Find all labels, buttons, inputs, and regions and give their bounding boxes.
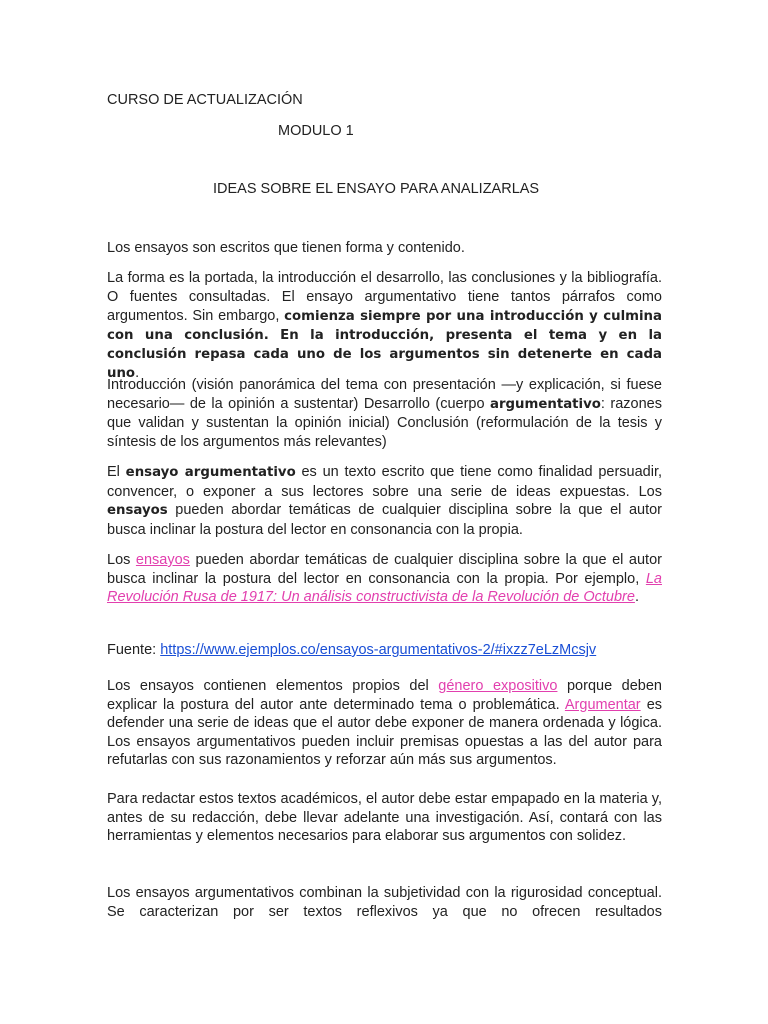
- paragraph-text: Los: [107, 552, 136, 568]
- paragraph-definicion: [107, 463, 662, 539]
- paragraph-intro: Los ensayos son escritos que tienen forma y contenido.: [107, 240, 465, 256]
- paragraph-redactar: Para redactar estos textos académicos, el autor debe estar empapado en la materia y, antes de su redacción, debe llevar adelante una investigación. Así, contará con las herramientas y elementos necesarios para elaborar sus argumentos con solidez.: [107, 791, 662, 844]
- paragraph-text: Introducción (visión panorámica del tema con presentación —y explicación, si fuese necesario— de la opinión a sustentar) Desarrollo (cuerpo: [107, 377, 662, 412]
- paragraph-text: : razones que validan y sustentan la opinión inicial) Conclusión (reformulación de la tesis y síntesis de los argumentos más relevantes): [107, 396, 662, 450]
- paragraph-text: Los ensayos contienen elementos propios del: [107, 678, 439, 694]
- paragraph-text: es un texto escrito que tiene como finalidad persuadir, convencer, o exponer a sus lectores sobre una serie de ideas expuestas. Los: [107, 464, 663, 500]
- paragraph-text: pueden abordar temáticas de cualquier disciplina sobre la que el autor busca inclinar la postura del lector en consonancia con la propia. Por ejemplo,: [107, 552, 662, 587]
- paragraph-elementos: [107, 677, 662, 770]
- bold-text: argumentativo: [490, 397, 601, 412]
- genero-expositivo-link[interactable]: género expositivo: [438, 678, 558, 694]
- paragraph-forma: [107, 269, 662, 383]
- bold-text: ensayos: [107, 503, 168, 518]
- bold-text: comienza siempre por una introducción y culmina con una conclusión. En la introducción, presenta el tema y en la conclusión repasa cada uno de los argumentos sin detenerte en cada uno: [107, 309, 662, 381]
- paragraph-subjetividad: Los ensayos argumentativos combinan la subjetividad con la rigurosidad conceptual. Se caracterizan por ser textos reflexivos ya que no ofrecen resultados: [107, 885, 662, 920]
- paragraph-fuente: [107, 641, 667, 660]
- argumentar-link[interactable]: Argumentar: [564, 696, 641, 713]
- revolucion-rusa-link[interactable]: La Revolución Rusa de 1917: Un análisis constructivista de la Revolución de Octubre: [107, 570, 662, 605]
- paragraph-text: .: [634, 589, 639, 605]
- module-heading: MODULO 1: [278, 123, 354, 139]
- paragraph-estructura: [107, 376, 662, 452]
- paragraph-text: es defender una serie de ideas que el autor debe exponer de manera ordenada y lógica. Los ensayos argumentativos pueden incluir premisas opuestas a las del autor para refutarlas con sus razonamientos y reforzar aún más sus argumentos.: [107, 696, 663, 768]
- document-title: IDEAS SOBRE EL ENSAYO PARA ANALIZARLAS: [213, 181, 540, 197]
- fuente-url-link[interactable]: https://www.ejemplos.co/ensayos-argumentativos-2/#ixzz7eLzMcsjv: [160, 642, 597, 658]
- course-heading: CURSO DE ACTUALIZACIÓN: [107, 92, 303, 108]
- paragraph-text: El: [107, 464, 126, 480]
- paragraph-text: pueden abordar temáticas de cualquier disciplina sobre la que el autor busca inclinar la postura del lector en consonancia con la propia.: [107, 502, 662, 538]
- fuente-label: Fuente:: [107, 642, 161, 658]
- paragraph-text: .: [135, 365, 140, 381]
- paragraph-ejemplo: [107, 551, 662, 607]
- paragraph-text: La forma es la portada, la introducción el desarrollo, las conclusiones y la bibliografía. O fuentes consultadas. El ensayo argumentativo tiene tantos párrafos como argumentos. Sin embargo,: [107, 270, 662, 324]
- paragraph-text: porque deben explicar la postura del autor ante determinado tema o problemática.: [107, 678, 662, 713]
- ensayos-link[interactable]: ensayos: [135, 552, 190, 568]
- bold-text: ensayo argumentativo: [125, 465, 296, 480]
